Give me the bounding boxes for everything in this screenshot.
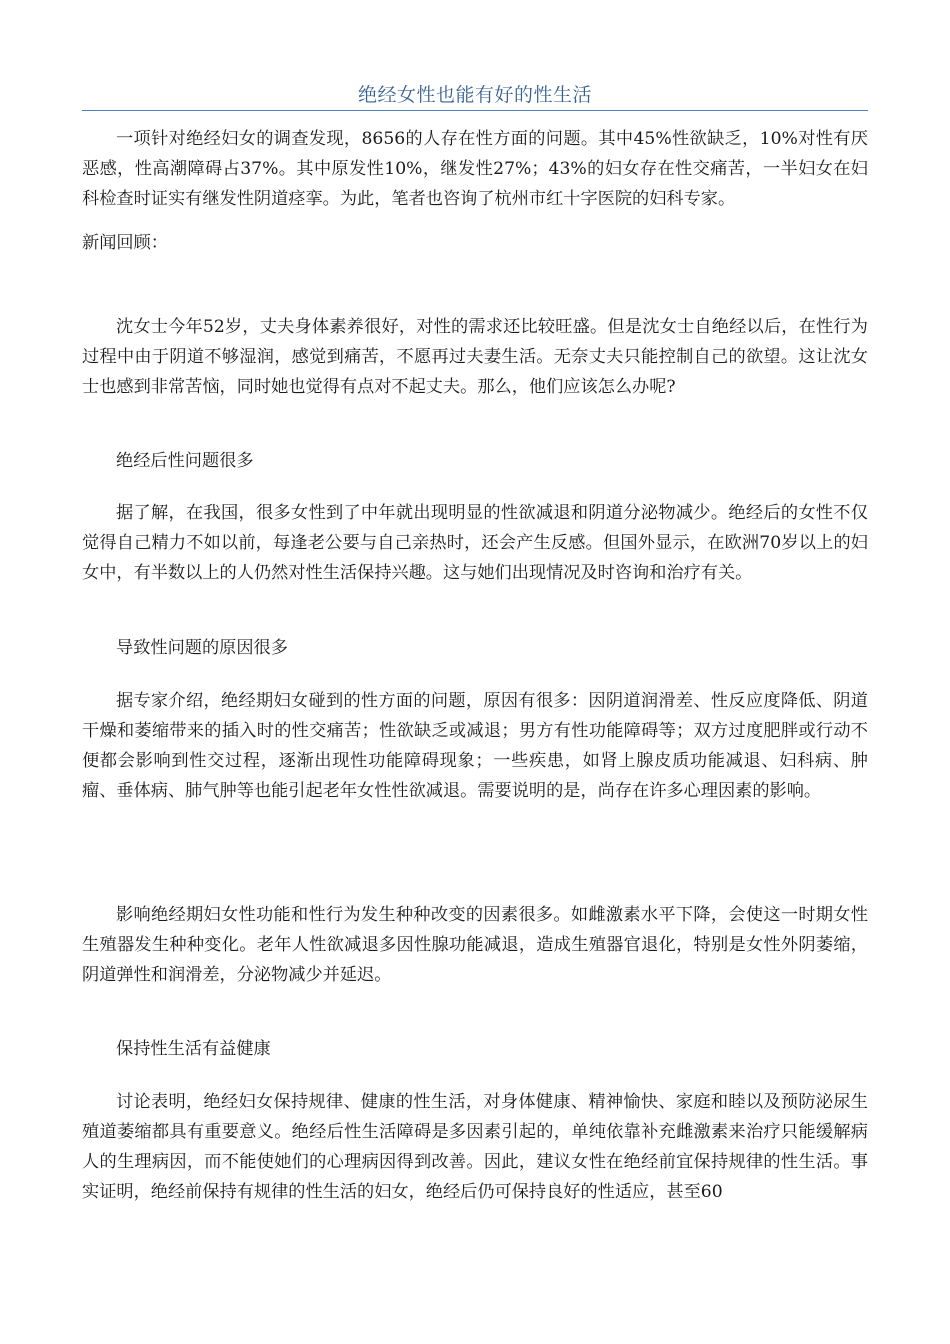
section-heading-health: 保持性生活有益健康	[116, 1039, 271, 1059]
news-review-label: 新闻回顾：	[82, 233, 168, 253]
paragraph-factors: 影响绝经期妇女性功能和性行为发生种种改变的因素很多。如雌激素水平下降，会使这一时期女性生殖器发生种种变化。老年人性欲减退多因性腺功能减退，造成生殖器官退化，特别是女性外阴萎缩，阴道弹性和润滑差，分泌物减少并延迟。	[82, 905, 868, 985]
paragraph-health: 讨论表明，绝经妇女保持规律、健康的性生活，对身体健康、精神愉快、家庭和睦以及预防泌尿生殖道萎缩都具有重要意义。绝经后性生活障碍是多因素引起的，单纯依靠补充雌激素来治疗只能缓解病人的生理病因，而不能使她们的心理病因得到改善。因此，建议女性在绝经前宜保持规律的性生活。事实证明，绝经前保持有规律的性生活的妇女，绝经后仍可保持良好的性适应，甚至60	[82, 1092, 868, 1202]
paragraph-causes: 据专家介绍，绝经期妇女碰到的性方面的问题，原因有很多：因阴道润滑差、性反应度降低、阴道干燥和萎缩带来的插入时的性交痛苦；性欲缺乏或减退；男方有性功能障碍等；双方过度肥胖或行动不便都会影响到性交过程，逐渐出现性功能障碍现象；一些疾患，如肾上腺皮质功能减退、妇科病、肿瘤、垂体病、肺气肿等也能引起老年女性性欲减退。需要说明的是，尚存在许多心理因素的影响。	[82, 691, 868, 801]
paragraph-intro: 一项针对绝经妇女的调查发现，8656的人存在性方面的问题。其中45%性欲缺乏，10%对性有厌恶感，性高潮障碍占37%。其中原发性10%，继发性27%；43%的妇女存在性交痛苦，一半妇女在妇科检查时证实有继发性阴道痉挛。为此，笔者也咨询了杭州市红十字医院的妇科专家。	[82, 129, 868, 209]
section-heading-causes: 导致性问题的原因很多	[116, 638, 288, 658]
paragraph-problems: 据了解，在我国，很多女性到了中年就出现明显的性欲减退和阴道分泌物减少。绝经后的女性不仅觉得自己精力不如以前，每逢老公要与自己亲热时，还会产生反感。但国外显示，在欧洲70岁以上的妇女中，有半数以上的人仍然对性生活保持兴趣。这与她们出现情况及时咨询和治疗有关。	[82, 503, 868, 583]
section-heading-problems: 绝经后性问题很多	[116, 451, 254, 471]
paragraph-case: 沈女士今年52岁，丈夫身体素养很好，对性的需求还比较旺盛。但是沈女士自绝经以后，在性行为过程中由于阴道不够湿润，感觉到痛苦，不愿再过夫妻生活。无奈丈夫只能控制自己的欲望。这让沈女士也感到非常苦恼，同时她也觉得有点对不起丈夫。那么，他们应该怎么办呢?	[82, 317, 868, 397]
document-title: 绝经女性也能有好的性生活	[357, 84, 592, 106]
title-bar	[82, 80, 868, 111]
